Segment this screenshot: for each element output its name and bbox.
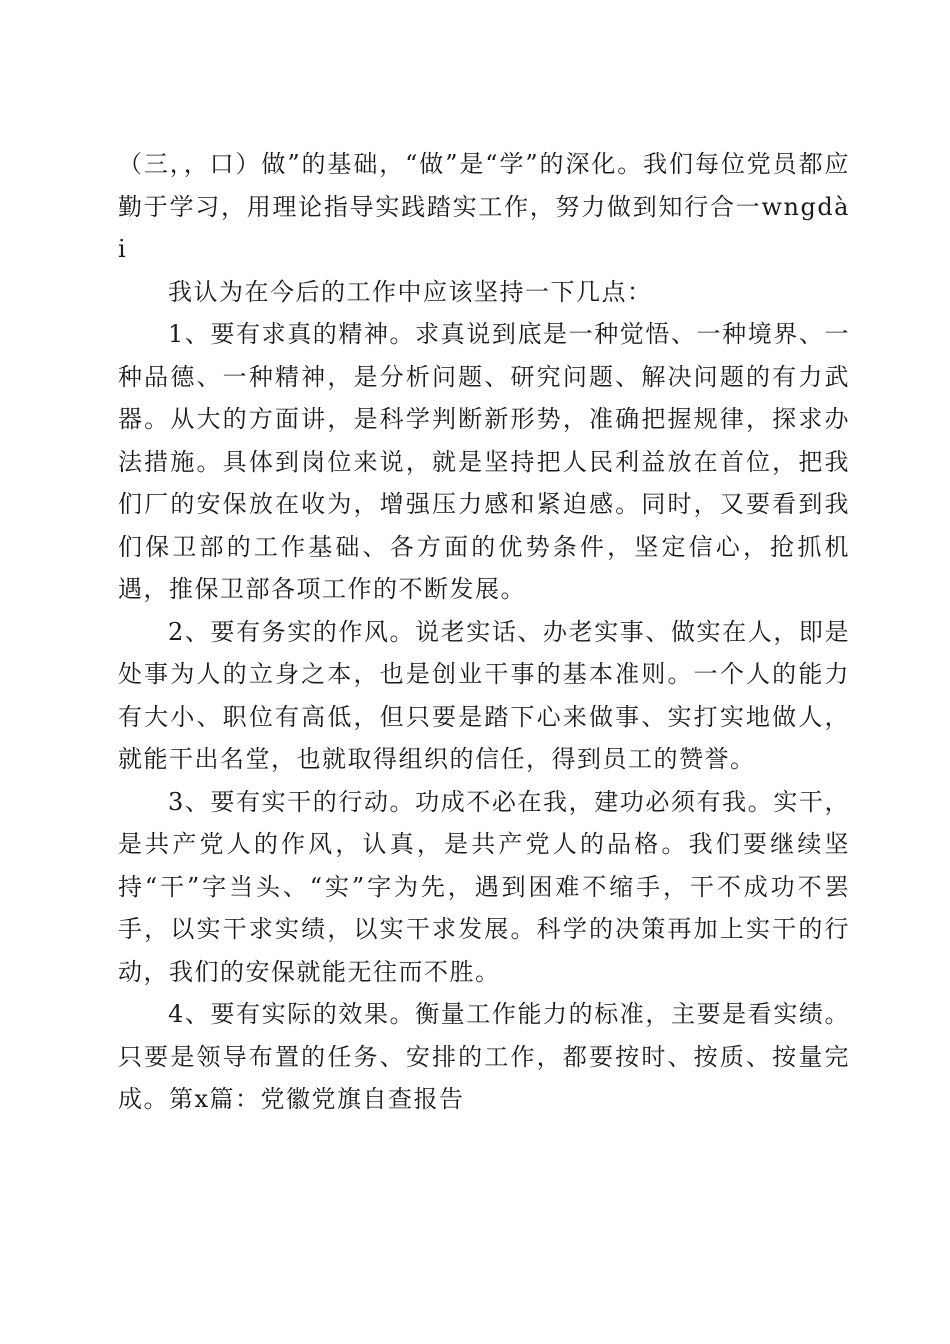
paragraph-point-4: 4、要有实际的效果。衡量工作能力的标准，主要是看实绩。只要是领导布置的任务、安排的工作，都要按时、按质、按量完成。第x篇：党徽党旗自查报告 bbox=[118, 1000, 850, 1113]
paragraph-point-2: 2、要有务实的作风。说老实话、办老实事、做实在人，即是处事为人的立身之本，也是创业干事的基本准则。一个人的能力有大小、职位有高低，但只要是踏下心来做事、实打实地做人，就能干出名堂，也就取得组织的信任，得到员工的赞誉。 bbox=[118, 617, 850, 773]
paragraph-point-3: 3、要有实干的行动。功成不必在我，建功必须有我。实干，是共产党人的作风，认真，是共产党人的品格。我们要继续坚持“干”字当头、“实”字为先，遇到困难不缩手，干不成功不罢手，以实干求实绩，以实干求发展。科学的决策再加上实干的行动，我们的安保就能无往而不胜。 bbox=[118, 787, 850, 986]
document-body bbox=[118, 143, 850, 1121]
paragraph-intro: 我认为在今后的工作中应该坚持一下几点： bbox=[168, 277, 653, 306]
paragraph-continuation: （三，，口）做”的基础，“做”是“学”的深化。我们每位党员都应勤于学习，用理论指导实践踏实工作，努力做到知行合一wngdài bbox=[118, 150, 850, 263]
paragraph-point-1: 1、要有求真的精神。求真说到底是一种觉悟、一种境界、一种品德、一种精神，是分析问题、研究问题、解决问题的有力武器。从大的方面讲，是科学判断新形势，准确把握规律，探求办法措施。具体到岗位来说，就是坚持把人民利益放在首位，把我们厂的安保放在收为，增强压力感和紧迫感。同时，又要看到我们保卫部的工作基础、各方面的优势条件，坚定信心，抢抓机遇，推保卫部各项工作的不断发展。 bbox=[118, 320, 850, 603]
